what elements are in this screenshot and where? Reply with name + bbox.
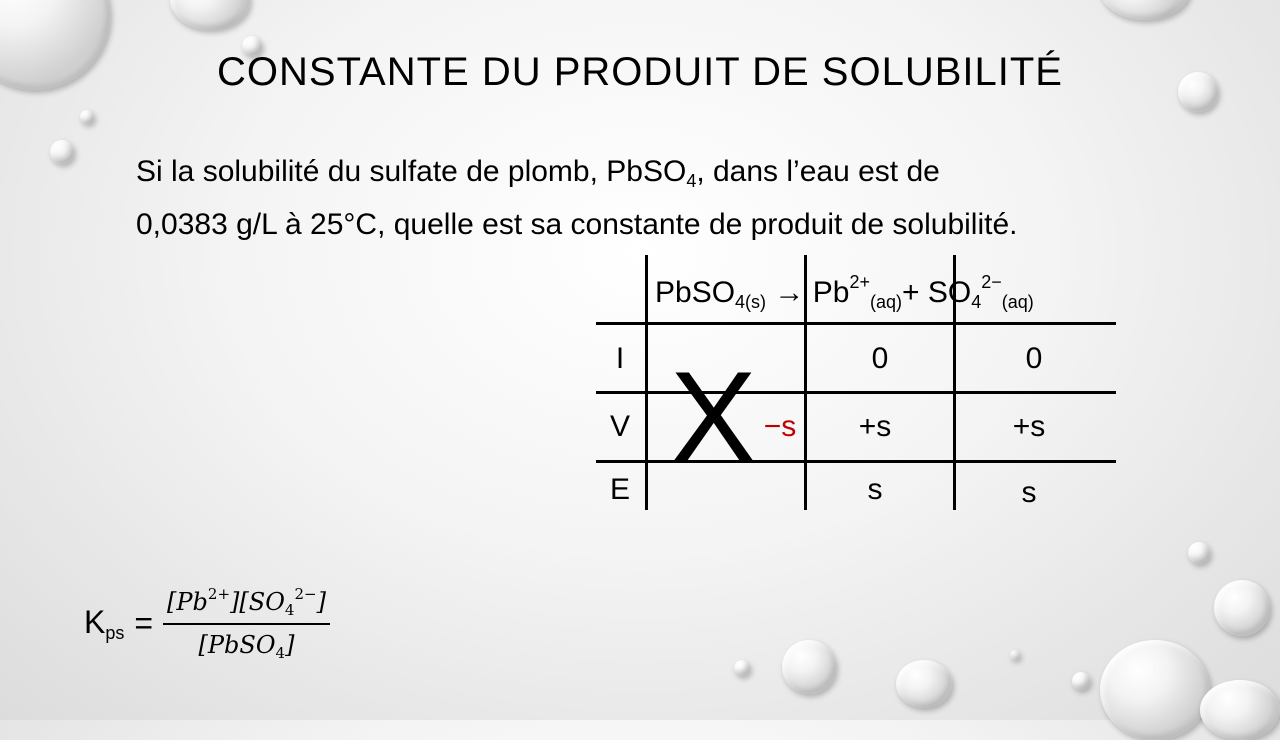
reactant-change: −s [763, 410, 797, 443]
denominator-close-bracket: ] [285, 631, 295, 659]
kps-numerator [163, 585, 330, 625]
product1-formula: Pb [812, 276, 850, 309]
table-column-divider [645, 255, 648, 510]
kps-fraction [163, 585, 330, 662]
reactant-cross-out: X [670, 344, 757, 490]
kps-denominator [199, 625, 295, 662]
product2-subscript: 4 [971, 292, 982, 312]
product2-charge: 2− [981, 272, 1002, 292]
row-label-equilibrium: E [609, 473, 630, 506]
numerator-so4-charge: 2− [294, 585, 317, 603]
question-line2: 0,0383 g/L à 25°C, quelle est sa constante de produit de solubilité. [136, 208, 1018, 241]
question-subscript: 4 [686, 171, 697, 191]
equals-sign: = [134, 605, 154, 641]
pb-change: +s [858, 410, 892, 443]
numerator-so4: ][SO [230, 588, 285, 616]
table-header-divider [596, 322, 1116, 325]
question-part1: Si la solubilité du sulfate de plomb, PbSO [136, 155, 687, 188]
kps-expression [84, 585, 330, 662]
row-label-initial: I [615, 342, 625, 375]
numerator-so4-subscript: 4 [284, 601, 295, 619]
reactant-formula: PbSO [655, 276, 736, 309]
product2-formula: SO [927, 276, 972, 309]
so4-equilibrium: s [1021, 476, 1037, 509]
numerator-pb: [Pb [167, 588, 208, 616]
numerator-close-bracket: ] [316, 588, 326, 616]
kps-subscript: ps [105, 622, 125, 643]
plus-sign: + [901, 276, 920, 309]
kps-symbol [84, 604, 124, 644]
product2-state: (aq) [1001, 292, 1034, 312]
question-part2: , dans l’eau est de [696, 155, 940, 188]
product1-state: (aq) [869, 292, 902, 312]
so4-initial: 0 [1025, 342, 1043, 375]
denominator-pbso4: [PbSO [198, 631, 276, 659]
pb-initial: 0 [871, 342, 889, 375]
kps-symbol-letter: K [84, 603, 106, 640]
slide-title: CONSTANTE DU PRODUIT DE SOLUBILITÉ [217, 50, 1063, 94]
table-header-equation [655, 272, 1034, 313]
so4-change: +s [1012, 410, 1046, 443]
denominator-subscript: 4 [275, 644, 286, 662]
row-label-variation: V [609, 410, 630, 443]
reaction-arrow: → [774, 276, 805, 309]
pb-equilibrium: s [867, 473, 883, 506]
numerator-pb-charge: 2+ [207, 585, 231, 603]
product1-charge: 2+ [849, 272, 870, 292]
reactant-state: 4(s) [735, 292, 767, 312]
